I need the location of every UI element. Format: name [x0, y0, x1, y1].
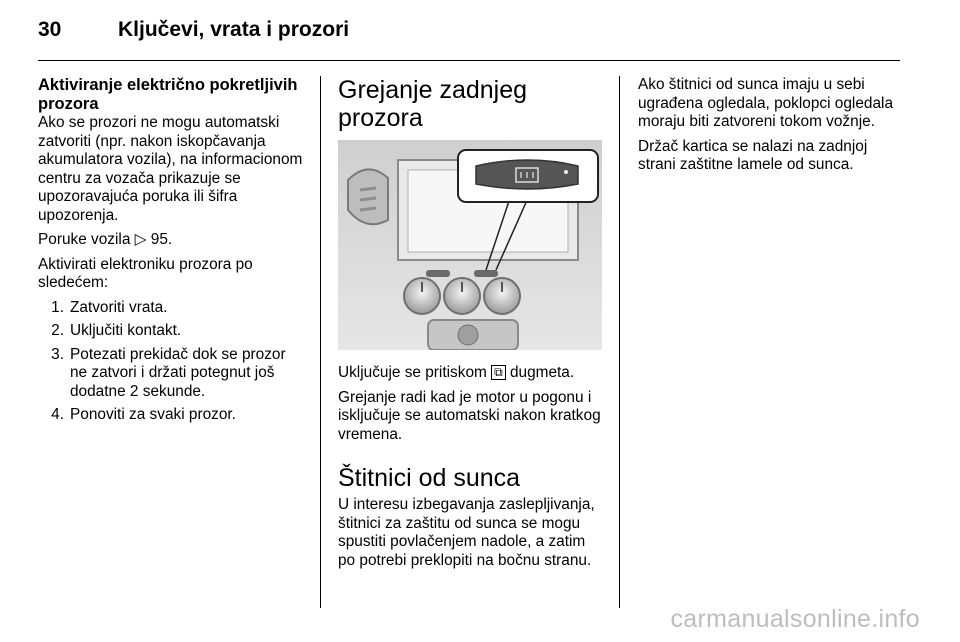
column-2	[338, 76, 606, 576]
column-divider-1	[320, 76, 321, 608]
list-item: 2. Uključiti kontakt.	[51, 322, 182, 339]
column-3	[638, 76, 906, 181]
rear-window-heater-icon: ⧉	[491, 365, 506, 380]
paragraph: Ako se prozori ne mogu automatski zatvoriti (npr. nakon iskopčavanja akumulatora vozila), na informacionom centru za vozača prikazuje se upozoravajuća poruka ili šifra upozorenja.	[38, 114, 303, 224]
page-reference-link[interactable]: 95.	[150, 231, 173, 248]
list-item: 4. Ponoviti za svaki prozor.	[51, 406, 236, 423]
list-item: 1. Zatvoriti vrata.	[51, 298, 168, 316]
steps-list	[38, 299, 306, 425]
watermark: carmanualsonline.info	[670, 605, 920, 633]
column-divider-2	[619, 76, 620, 608]
section-heading-sun-visors: Štitnici od sunca	[338, 464, 521, 492]
paragraph: Uključuje se pritiskom ⧉ dugmeta.	[338, 364, 575, 381]
paragraph: Aktivirati elektroniku prozora po sledećem:	[38, 255, 253, 291]
paragraph: Grejanje radi kad je motor u pogonu i isključuje se automatski nakon kratkog vremena.	[338, 388, 601, 443]
page-header	[38, 18, 349, 48]
page-title: Ključevi, vrata i prozori	[118, 18, 350, 41]
header-rule	[38, 60, 900, 61]
paragraph-reference: Poruke vozila ▷ 95.	[38, 231, 173, 248]
column-1	[38, 76, 306, 430]
paragraph: Držač kartica se nalazi na zadnjoj strani zaštitne lamele od sunca.	[638, 137, 868, 173]
page-number: 30	[38, 18, 62, 41]
paragraph: Ako štitnici od sunca imaju u sebi ugrađena ogledala, poklopci ogledala moraju biti zatvoreni tokom vožnje.	[638, 76, 894, 130]
paragraph: U interesu izbegavanja zaslepljivanja, štitnici za zaštitu od sunca se mogu spustiti povlačenjem nadole, a zatim po potrebi preklopiti na bočnu stranu.	[338, 496, 595, 569]
section-heading-windows: Aktiviranje električno pokretljivih prozora	[38, 76, 298, 113]
rear-defrost-button-illustration	[338, 140, 602, 350]
list-item: 3. Potezati prekidač dok se prozor ne zatvori i držati potegnut još dodatne 2 sekunde.	[51, 345, 286, 400]
section-heading-rear-window: Grejanje zadnjeg prozora	[338, 76, 528, 132]
triangle-right-icon: ▷	[134, 231, 147, 248]
